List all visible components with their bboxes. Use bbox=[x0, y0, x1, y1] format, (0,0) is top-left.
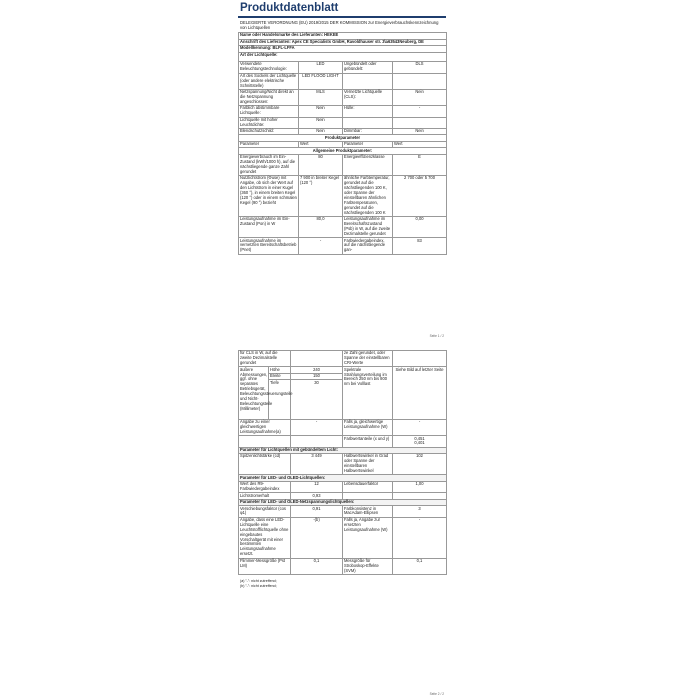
cell: 0,91 bbox=[291, 506, 343, 517]
datasheet-page-2 bbox=[238, 350, 446, 700]
cell: - bbox=[299, 238, 343, 254]
model-id: Modellkennung: BLFL-LFFA bbox=[239, 46, 447, 53]
cell: - bbox=[393, 419, 447, 435]
dim-height-label: Höhe bbox=[269, 367, 291, 374]
dimensions-label: äußere Abmessungen, ggf. ohne separates Betriebsgerät, Beleuchtungssteuerungsteile und Nicht-Beleuchtungsteile (Millimeter) bbox=[239, 367, 269, 420]
table-row bbox=[239, 117, 447, 128]
cell: Leistungsaufnahme im vernetzten Bereitschaftsbetrieb (Pnet) bbox=[239, 238, 299, 254]
cell: - bbox=[393, 517, 447, 558]
cell: Art des Sockels der Lichtquelle (oder andere elektrische Schnittstelle) bbox=[239, 73, 299, 89]
cell: Verwendete Beleuchtungstechnologie: bbox=[239, 62, 299, 73]
section-heading: Parameter für LED- und OLED-Netzspannungslichtquellen: bbox=[239, 499, 447, 506]
cell bbox=[343, 117, 393, 128]
cell: Verschiebungsfaktor (cos φ1) bbox=[239, 506, 291, 517]
cell: Farbkonsistenz in MacAdam-Ellipsen bbox=[343, 506, 393, 517]
chromaticity-value bbox=[393, 436, 447, 447]
supplier-address: Anschrift des Lieferanten: Apex CE Specialists GmbH, Ravoldhauser str. 3\a63543Neuberg, DE bbox=[239, 39, 447, 46]
cell: 80,0 bbox=[299, 217, 343, 238]
cell: Blendschutzschild: bbox=[239, 128, 299, 135]
footnote-a: (a) "-": nicht zutreffend; bbox=[240, 578, 277, 583]
table-row bbox=[239, 517, 447, 558]
table-row bbox=[239, 89, 447, 105]
chroma-y: 0,401 bbox=[414, 440, 425, 446]
cell bbox=[393, 73, 447, 89]
page-number: Seite 1 / 2 bbox=[429, 334, 444, 338]
table-row bbox=[239, 73, 447, 89]
cell bbox=[343, 73, 393, 89]
cell: Nein bbox=[393, 89, 447, 105]
cell: Nein bbox=[299, 117, 343, 128]
supplier-brand: Name oder Handelsmarke des Lieferanten: HEKEE bbox=[239, 33, 447, 40]
cell: 1,00 bbox=[393, 481, 447, 492]
cell: 3 449 bbox=[291, 454, 343, 475]
table-row bbox=[239, 351, 447, 367]
cell: Vernetzte Lichtquelle (CLS): bbox=[343, 89, 393, 105]
cell: 3 bbox=[393, 506, 447, 517]
cell: Hülle: bbox=[343, 106, 393, 117]
cell: Leistungsaufnahme im Ein-Zustand (Pon) in W bbox=[239, 217, 299, 238]
cell: Falls ja, Angabe zur ersetzten Leistungsaufnahme (W) bbox=[343, 517, 393, 558]
section-heading: Parameter für Lichtquellen mit gebündeltem Licht: bbox=[239, 447, 447, 454]
cell: Dimmbar: bbox=[343, 128, 393, 135]
table-row bbox=[239, 238, 447, 254]
page-title: Produktdatenblatt bbox=[240, 2, 339, 14]
cell: 102 bbox=[393, 454, 447, 475]
cell: Lebensdauerfaktor bbox=[343, 481, 393, 492]
col-header: Wert bbox=[393, 141, 447, 148]
cell: Ungebündelt oder gebündelt: bbox=[343, 62, 393, 73]
table-row bbox=[239, 106, 447, 117]
cell: E bbox=[393, 154, 447, 175]
cell: 0,1 bbox=[393, 558, 447, 574]
table-row bbox=[239, 481, 447, 492]
cell: 7 900 in breiter Kegel (120 °) bbox=[299, 176, 343, 217]
cell: Nein bbox=[299, 128, 343, 135]
cell: 2 700 oder 5 700 bbox=[393, 176, 447, 217]
cell: LED bbox=[299, 62, 343, 73]
cell: Lichtstromerhalt bbox=[239, 493, 291, 500]
table-row bbox=[239, 154, 447, 175]
page-number: Seite 2 / 2 bbox=[429, 692, 444, 696]
title-divider bbox=[238, 16, 446, 18]
chromaticity-label: Farbwertanteile (x und y) bbox=[343, 436, 393, 447]
table-row bbox=[239, 436, 447, 447]
cell: Messgröße für Stroboskop-Effekte (SVM) bbox=[343, 558, 393, 574]
cell: Falls ja, gleichwertige Leistungsaufnahme (W) bbox=[343, 419, 393, 435]
cell: 12 bbox=[291, 481, 343, 492]
cell: Energieeffizienzklasse bbox=[343, 154, 393, 175]
dim-width-value: 150 bbox=[291, 373, 343, 380]
cell: Angabe, dass eine LED-Lichtquelle eine Leuchtstofflichtquelle ohne eingebautes Vorschaltgerät mit einer bestimmten Leistungsaufnahme ersetzt. bbox=[239, 517, 291, 558]
cell: - bbox=[393, 106, 447, 117]
dim-height-value: 240 bbox=[291, 367, 343, 374]
section-heading: Produktparameter bbox=[239, 135, 447, 142]
cell: Energieverbrauch im Ein-Zustand (kWh/1000 h), auf die nächstliegende ganze Zahl gerundet bbox=[239, 154, 299, 175]
table-row bbox=[239, 419, 447, 435]
cell: -(b) bbox=[291, 517, 343, 558]
cell: Spitzenlichtstärke (cd) bbox=[239, 454, 291, 475]
table-row bbox=[239, 217, 447, 238]
product-info-table bbox=[238, 32, 447, 255]
cell: Farbwiedergabeindex, auf die nächstliegende gan- bbox=[343, 238, 393, 254]
cell: ähnliche Farbtemperatur, gerundet auf die nächstliegenden 100 K, oder Spanne der einstellbaren ähnlichen Farbtemperaturen, gerundet auf die nächstliegenden 100 K bbox=[343, 176, 393, 217]
cell: Wert des R9-Farbwiedergabeindex bbox=[239, 481, 291, 492]
chroma-x: 0,451 bbox=[414, 435, 425, 441]
cell: Angabe zu einer gleichwertigen Leistungsaufnahme(a) bbox=[239, 419, 291, 435]
cell: 0,93 bbox=[291, 493, 343, 500]
cell: 0,1 bbox=[291, 558, 343, 574]
dim-width-label: Breite bbox=[269, 373, 291, 380]
cell: Halbwertswinkel in Grad oder Spanne der einstellbaren Halbwertswinkel bbox=[343, 454, 393, 475]
dim-depth-value: 30 bbox=[291, 380, 343, 420]
regulation-subtitle: DELEGIERTE VERORDNUNG (EU) 2019/2015 DER KOMMISSION zur Energieverbrauchskennzeichnung von Lichtquellen bbox=[240, 20, 439, 30]
cell: Flimmer-Messgröße (Pst LM) bbox=[239, 558, 291, 574]
cell: MLS bbox=[299, 89, 343, 105]
cell: 80 bbox=[299, 154, 343, 175]
cell bbox=[393, 117, 447, 128]
product-params-table-continued bbox=[238, 350, 447, 575]
cell: 0,00 bbox=[393, 217, 447, 238]
cell: 83 bbox=[393, 238, 447, 254]
light-source-type: Art der Lichtquelle: bbox=[239, 52, 447, 62]
cell: Farblich abstimmbare Lichtquelle: bbox=[239, 106, 299, 117]
datasheet-page-1 bbox=[238, 0, 446, 340]
footnote-b: (b) "-": nicht zutreffend; bbox=[240, 583, 277, 588]
cell: Nein bbox=[393, 128, 447, 135]
cell: für CLS in W, auf die zweite Dezimalstelle gerundet bbox=[239, 351, 291, 367]
table-row bbox=[239, 454, 447, 475]
col-header: Wert bbox=[299, 141, 343, 148]
table-row bbox=[239, 176, 447, 217]
table-row bbox=[239, 506, 447, 517]
cell: ze Zahl gerundet, oder Spanne der einstellbaren CRI-Werte bbox=[343, 351, 393, 367]
section-heading: Allgemeine Produktparameter: bbox=[239, 148, 447, 155]
cell: - bbox=[291, 419, 343, 435]
spectral-label: Spektrale Strahlungsverteilung im Bereich 250 nm bis 800 nm bei Volllast bbox=[343, 367, 393, 420]
cell: Leistungsaufnahme im Bereitschaftszustand (Psb) in W, auf die zweite Dezimalstelle gerundet bbox=[343, 217, 393, 238]
table-row bbox=[239, 62, 447, 73]
cell: DLS bbox=[393, 62, 447, 73]
col-header: Parameter bbox=[343, 141, 393, 148]
section-heading: Parameter für LED- und OLED-Lichtquellen: bbox=[239, 475, 447, 482]
spectral-value: Siehe Bild auf letzter Seite bbox=[393, 367, 447, 420]
cell: Lichtquelle mit hoher Leuchtdichte: bbox=[239, 117, 299, 128]
cell: Nein bbox=[299, 106, 343, 117]
table-row bbox=[239, 558, 447, 574]
col-header: Parameter bbox=[239, 141, 299, 148]
cell: Nutzlichtstrom (Φuse) mit Angabe, ob sich der Wert auf den Lichtstrom in einer Kugel (360 °), in einem breiten Kegel (120 °) oder in einem schmalen Kegel (90 °) bezieht bbox=[239, 176, 299, 217]
dim-depth-label: Tiefe bbox=[269, 380, 291, 420]
cell: LED FLOOD LIGHT bbox=[299, 73, 343, 89]
cell: Netzspannung/Nicht direkt an die Netzspannung angeschlossen: bbox=[239, 89, 299, 105]
